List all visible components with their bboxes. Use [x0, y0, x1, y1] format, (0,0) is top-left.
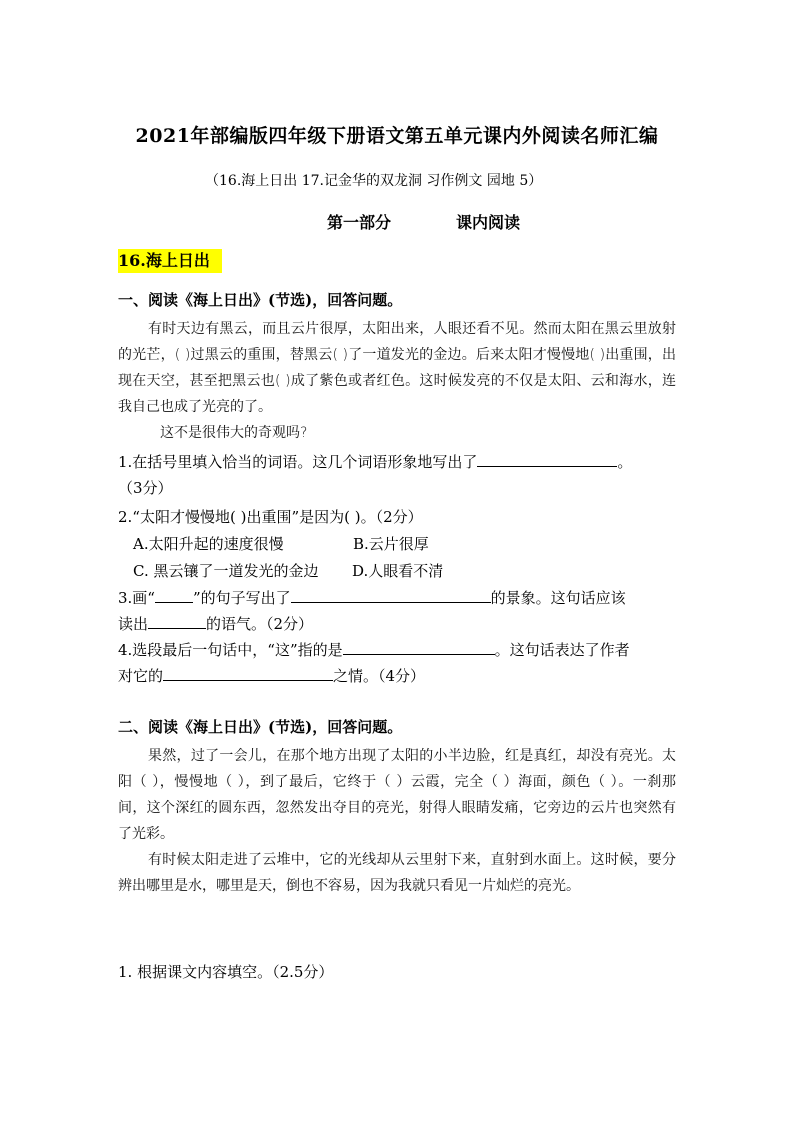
question-4-text-2: 。这句话表达了作者 — [494, 641, 630, 659]
section2-passage-text-1: 果然，过了一会儿，在那个地方出现了太阳的小半边脸，红是真红，却没有亮光。太阳（ ），慢慢地（ ），到了最后，它终于（ ）云霞，完全（ ）海面，颜色（ ）。一刹那间，这个深红的圆东西，忽然发出夺目的亮光，射得人眼睛发痛，它旁边的云片也突然有了光彩。 — [118, 748, 676, 842]
question-4-text-3: 对它的 — [118, 667, 164, 685]
answer-blank[interactable] — [477, 450, 617, 467]
answer-blank[interactable] — [155, 586, 193, 603]
question-1-score: （3分） — [118, 479, 173, 497]
part-heading-right: 课内阅读 — [456, 213, 521, 232]
answer-blank[interactable] — [163, 664, 333, 681]
lesson-title-highlight: 16.海上日出 — [118, 249, 222, 273]
question-3-text: 3.画“ — [118, 589, 155, 607]
question-1-end: 。 — [617, 453, 633, 471]
question-2-option-a: A.太阳升起的速度很慢 — [133, 535, 284, 553]
answer-blank[interactable] — [343, 638, 495, 655]
question-2-option-c: C. 黑云镶了一道发光的金边 — [133, 562, 319, 580]
section1-heading: 一、阅读《海上日出》(节选)，回答问题。 — [118, 291, 403, 309]
section1-passage-text: 有时天边有黑云，而且云片很厚，太阳出来，人眼还看不见。然而太阳在黑云里放射的光芒，( )过黑云的重围，替黑云( )了一道发光的金边。后来太阳才慢慢地( )出重围，出现在天空，甚至把黑云也( )成了紫色或者红色。这时候发亮的不仅是太阳、云和海水，连我自己也成了光亮的了。 — [118, 321, 676, 415]
section2-passage-text-2: 有时候太阳走进了云堆中，它的光线却从云里射下来，直射到水面上。这时候，要分辨出哪里是水，哪里是天，倒也不容易，因为我就只看见一片灿烂的亮光。 — [118, 852, 676, 894]
question-3-text-2: ”的句子写出了 — [192, 589, 291, 607]
question-4-text: 4.选段最后一句话中，“这”指的是 — [118, 641, 343, 659]
question-4 — [118, 637, 678, 689]
question-3-score: 的语气。（2分） — [206, 615, 314, 633]
document-title: 2021年部编版四年级下册语文第五单元课内外阅读名师汇编 — [135, 125, 659, 147]
question-3-text-4: 读出 — [118, 615, 149, 633]
question-2-option-d: D.人眼看不清 — [352, 562, 444, 580]
section1-passage — [118, 316, 676, 446]
answer-blank[interactable] — [291, 586, 491, 603]
answer-blank[interactable] — [148, 612, 206, 629]
section2-passage — [118, 743, 676, 899]
question-3-text-3: 的景象。这句话应该 — [490, 589, 626, 607]
question-2: 2.“太阳才慢慢地( )出重围”是因为( )。（2分） — [118, 508, 423, 526]
section1-passage-question: 这不是很伟大的奇观吗? — [160, 425, 308, 441]
question-4-score: 之情。（4分） — [333, 667, 426, 685]
section2-question-1: 1. 根据课文内容填空。（2.5分） — [118, 963, 334, 981]
question-1 — [118, 449, 678, 501]
question-1-text: 1.在括号里填入恰当的词语。这几个词语形象地写出了 — [118, 453, 478, 471]
question-2-option-b: B.云片很厚 — [353, 535, 429, 553]
document-subtitle: （16.海上日出 17.记金华的双龙洞 习作例文 园地 5） — [205, 173, 543, 189]
question-3 — [118, 585, 678, 637]
section2-heading: 二、阅读《海上日出》(节选)，回答问题。 — [118, 718, 403, 736]
part-heading-left: 第一部分 — [327, 213, 392, 232]
